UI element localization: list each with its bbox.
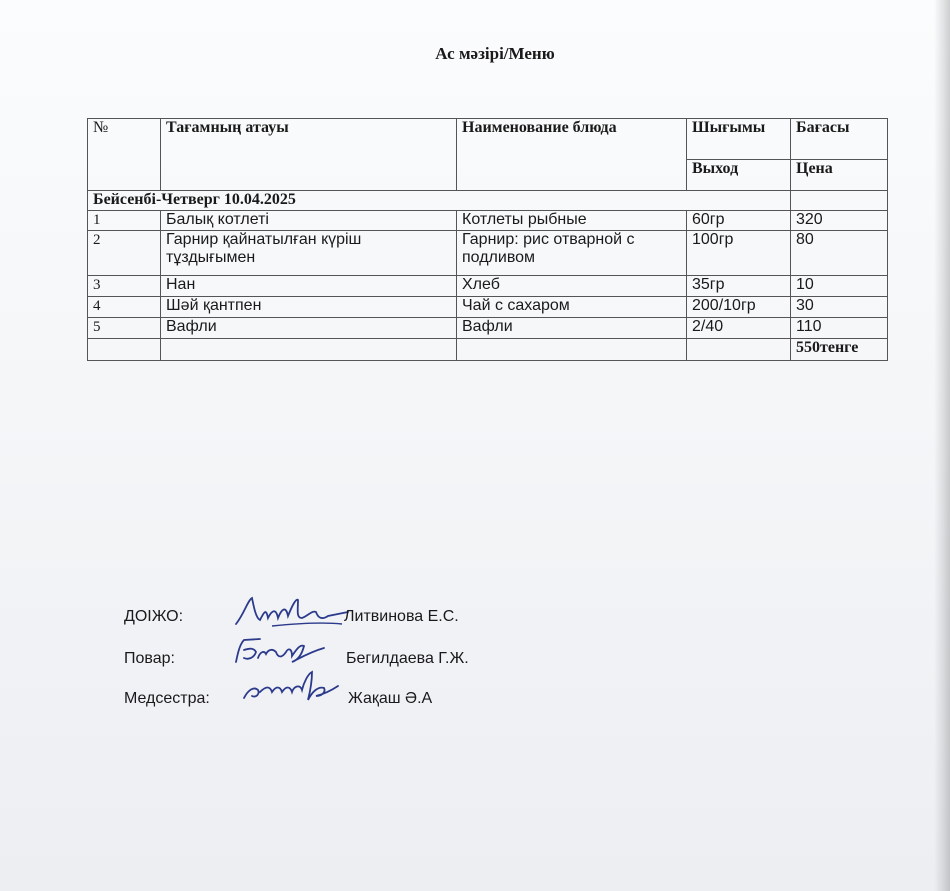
signature-line-nurse bbox=[124, 690, 524, 720]
table-row bbox=[88, 231, 888, 276]
row-name-kz: Нан bbox=[161, 276, 457, 297]
total-empty-cell bbox=[687, 339, 791, 361]
total-empty-cell bbox=[88, 339, 161, 361]
row-no: 4 bbox=[88, 297, 161, 318]
header-price-ru: Цена bbox=[791, 160, 888, 191]
header-name-ru: Наименование блюда bbox=[457, 119, 687, 191]
row-no: 2 bbox=[88, 231, 161, 276]
total-row bbox=[88, 339, 888, 361]
row-yield: 200/10гр bbox=[687, 297, 791, 318]
signature-role: Медсестра: bbox=[124, 690, 210, 707]
row-no: 1 bbox=[88, 211, 161, 231]
header-no: № bbox=[88, 119, 161, 191]
row-no: 3 bbox=[88, 276, 161, 297]
signature-line-doizho bbox=[124, 608, 524, 638]
total-price: 550тенге bbox=[791, 339, 888, 361]
page-title: Ас мәзірі/Меню bbox=[435, 44, 555, 63]
row-yield: 100гр bbox=[687, 231, 791, 276]
signature-name: Литвинова Е.С. bbox=[344, 608, 459, 625]
row-price: 110 bbox=[791, 318, 888, 339]
section-day: Бейсенбі-Четверг 10.04.2025 bbox=[88, 191, 791, 211]
header-name-kz: Тағамның атауы bbox=[161, 119, 457, 191]
handwritten-signature-2 bbox=[230, 636, 330, 672]
total-empty-cell bbox=[161, 339, 457, 361]
handwritten-signature-3 bbox=[238, 670, 342, 710]
row-price: 320 bbox=[791, 211, 888, 231]
row-name-ru: Котлеты рыбные bbox=[457, 211, 687, 231]
row-name-ru: Чай с сахаром bbox=[457, 297, 687, 318]
signature-role: Повар: bbox=[124, 650, 175, 667]
table-row bbox=[88, 211, 888, 231]
row-name-kz: Балық котлеті bbox=[161, 211, 457, 231]
row-yield: 2/40 bbox=[687, 318, 791, 339]
section-row bbox=[88, 191, 888, 211]
row-name-ru: Хлеб bbox=[457, 276, 687, 297]
table-row bbox=[88, 318, 888, 339]
table-header-row bbox=[88, 119, 888, 160]
row-name-kz: Шәй қантпен bbox=[161, 297, 457, 318]
section-empty-cell bbox=[791, 191, 888, 211]
total-empty-cell bbox=[457, 339, 687, 361]
menu-table bbox=[87, 118, 888, 361]
signature-name: Бегилдаева Г.Ж. bbox=[346, 650, 469, 667]
row-price: 10 bbox=[791, 276, 888, 297]
header-price-kz: Бағасы bbox=[791, 119, 888, 160]
table-row bbox=[88, 276, 888, 297]
row-price: 80 bbox=[791, 231, 888, 276]
row-no: 5 bbox=[88, 318, 161, 339]
row-yield: 60гр bbox=[687, 211, 791, 231]
row-name-ru: Гарнир: рис отварной с подливом bbox=[457, 231, 687, 276]
row-name-kz: Вафли bbox=[161, 318, 457, 339]
row-name-ru: Вафли bbox=[457, 318, 687, 339]
signature-role: ДОІЖО: bbox=[124, 608, 184, 625]
table-row bbox=[88, 297, 888, 318]
header-yield-ru: Выход bbox=[687, 160, 791, 191]
handwritten-signature-1 bbox=[232, 594, 352, 634]
page-edge-shadow bbox=[934, 0, 950, 891]
row-price: 30 bbox=[791, 297, 888, 318]
signature-name: Жақаш Ә.А bbox=[348, 690, 433, 707]
header-yield-kz: Шығымы bbox=[687, 119, 791, 160]
row-name-kz: Гарнир қайнатылған күріш тұздығымен bbox=[161, 231, 457, 276]
row-yield: 35гр bbox=[687, 276, 791, 297]
